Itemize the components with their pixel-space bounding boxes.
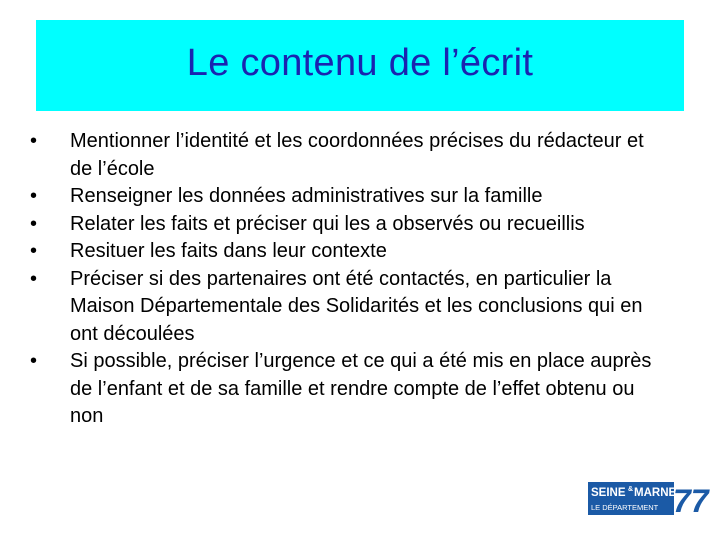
bullet-marker: • bbox=[30, 130, 38, 152]
bullet-item bbox=[30, 183, 670, 211]
logo-subtitle: LE DÉPARTEMENT bbox=[591, 503, 659, 512]
bullet-item bbox=[30, 266, 670, 349]
bullet-text: Relater les faits et préciser qui les a observés ou recueillis bbox=[70, 212, 585, 235]
bullet-marker: • bbox=[30, 185, 38, 207]
logo-number: 77 bbox=[673, 483, 709, 519]
bullet-item bbox=[30, 348, 670, 431]
bullet-text: Resituer les faits dans leur contexte bbox=[70, 240, 387, 262]
bullet-text: Renseigner les données administratives sur la famille bbox=[70, 185, 543, 207]
bullet-marker: • bbox=[30, 240, 38, 262]
bullet-item bbox=[30, 238, 670, 266]
bullet-text: Mentionner l’identité et les coordonnées précises du rédacteur et de l’école bbox=[70, 130, 644, 180]
logo-word-marne: MARNE bbox=[634, 487, 677, 499]
bullet-list bbox=[30, 128, 670, 431]
slide-title: Le contenu de l’écrit bbox=[186, 42, 534, 84]
logo-ampersand: & bbox=[628, 486, 634, 493]
bullet-text: Si possible, préciser l’urgence et ce qui a été mis en place auprès de l’enfant et de sa famille et rendre compte de l’effet obtenu ou non bbox=[70, 350, 652, 427]
seine-et-marne-logo bbox=[587, 481, 709, 519]
bullet-item bbox=[30, 128, 670, 183]
bullet-text: Préciser si des partenaires ont été contactés, en particulier la Maison Départementale des Solidarités et les conclusions qui en ont découlées bbox=[70, 267, 643, 345]
title-banner bbox=[36, 20, 684, 111]
bullet-marker: • bbox=[30, 212, 38, 235]
logo-word-seine: SEINE bbox=[591, 487, 626, 499]
bullet-item bbox=[30, 211, 670, 239]
bullet-marker: • bbox=[30, 350, 38, 372]
bullet-marker: • bbox=[30, 267, 38, 290]
